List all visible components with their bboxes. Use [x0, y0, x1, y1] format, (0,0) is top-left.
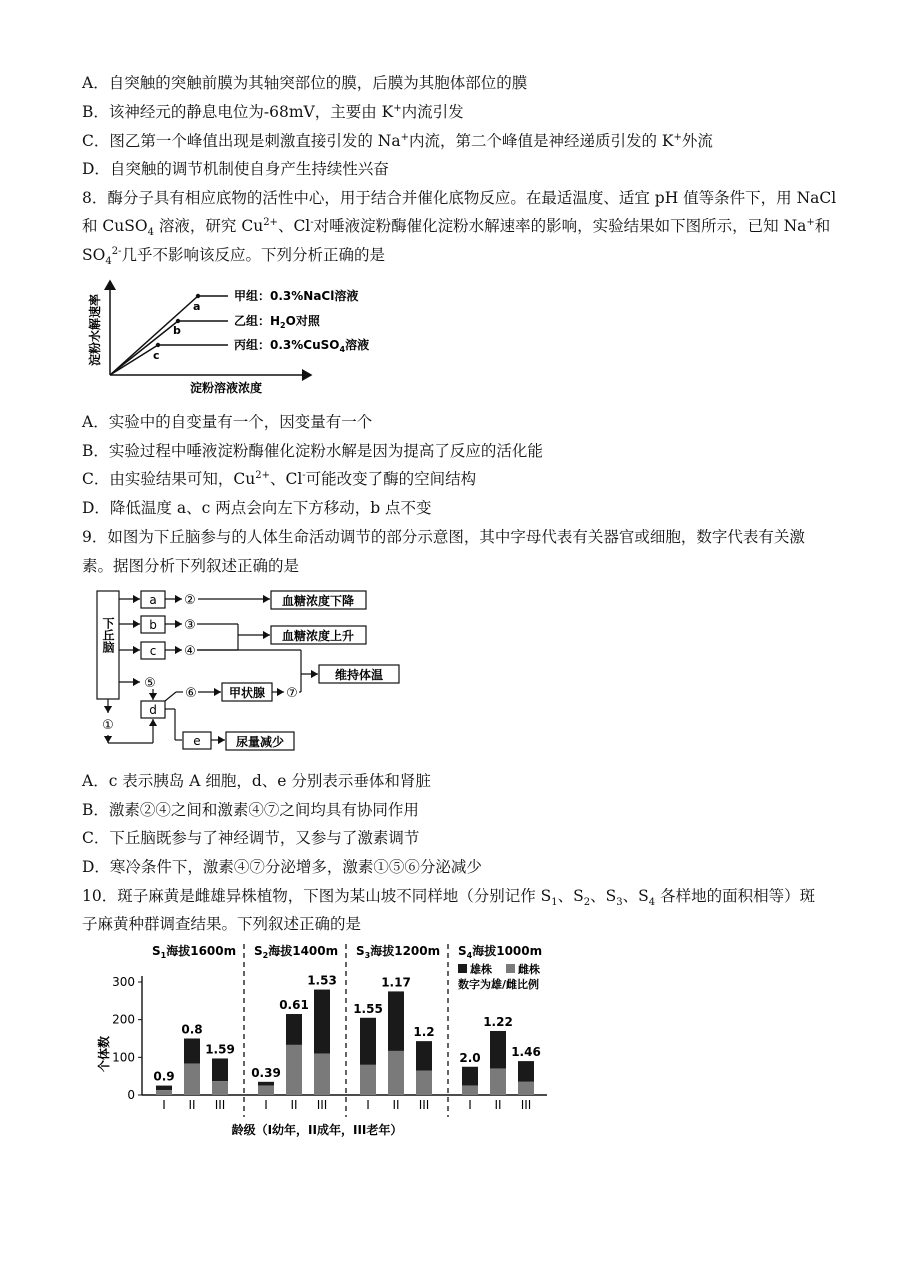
chart-ratio-label: 0.8 [181, 1022, 203, 1037]
q9-option-d: D．寒冷条件下，激素④⑦分泌增多，激素①⑤⑥分泌减少 [82, 858, 482, 876]
chart-bar-female [212, 1081, 228, 1095]
chart-x-tick-label: II [494, 1098, 502, 1112]
chart-x-tick-label: III [520, 1098, 532, 1112]
chart-bar-male [314, 990, 330, 1054]
q8-point-a [196, 294, 200, 298]
q8-label-a: a [193, 300, 201, 313]
chart-x-tick-label: III [214, 1098, 226, 1112]
chart-bar-male [286, 1014, 302, 1045]
chart-bar-female [388, 1051, 404, 1095]
q10-stem-s3: 3 [616, 897, 623, 909]
q8-legend-jia: 甲组：0.3%NaCl溶液 [234, 289, 359, 303]
body-temp-label: 维持体温 [334, 668, 384, 682]
q8-point-c [156, 343, 160, 347]
urine-label: 尿量减少 [235, 735, 285, 749]
hormone-1: ① [102, 718, 114, 733]
q9-option-a: A．c 表示胰岛 A 细胞，d、e 分别表示垂体和肾脏 [82, 772, 431, 790]
q8-stem-3sub: 4 [105, 256, 112, 268]
q8-stem-2e: 和 [814, 217, 831, 235]
chart-legend-female: 雌株 [518, 963, 540, 976]
q8-option-d: D．降低温度 a、c 两点会向左下方移动，b 点不变 [82, 499, 432, 517]
hypothalamus-label: 下丘脑 [101, 617, 115, 653]
chart-panel-title-post: 海拔1400m [268, 944, 339, 958]
chart-ratio-label: 1.2 [413, 1025, 435, 1040]
q10-stem-1b: 、S [557, 887, 584, 905]
chart-panel-title-sub: 2 [262, 951, 269, 960]
chart-bar-female [360, 1065, 376, 1095]
chart-panel-title-pre: S [356, 944, 365, 958]
chart-y-label: 个体数 [97, 1035, 111, 1073]
q8-option-c-pre: C．由实验结果可知，Cu [82, 470, 256, 488]
q7-option-c [82, 130, 713, 152]
chart-bar-female [258, 1086, 274, 1095]
q8-option-c-post: 可能改变了酶的空间结构 [305, 470, 477, 488]
q8-legend-bing-b: 溶液 [345, 338, 370, 352]
chart-bar-male [258, 1082, 274, 1086]
chart-bar-male [184, 1039, 200, 1064]
chart-ratio-label: 1.55 [353, 1001, 383, 1016]
box-e-label: e [193, 734, 201, 748]
chart-x-tick-label: II [290, 1098, 298, 1112]
q7-option-d: D．自突触的调节机制使自身产生持续性兴奋 [82, 160, 389, 178]
chart-bar-male [360, 1018, 376, 1065]
q8-enzyme-figure [86, 275, 386, 404]
q8-legend-bing-a: 丙组：0.3%CuSO [234, 338, 340, 352]
q10-stem-line2: 子麻黄种群调查结果。下列叙述正确的是 [82, 915, 362, 933]
chart-ratio-label: 0.39 [251, 1065, 281, 1080]
chart-bar-female [462, 1086, 478, 1095]
chart-legend-swatch-female [506, 964, 515, 973]
q8-legend-yi-sub: 2 [280, 321, 286, 330]
chart-panel-title [458, 943, 542, 960]
box-c-label: c [149, 644, 157, 658]
q8-label-b: b [173, 324, 181, 337]
q8-stem-2sup3: + [806, 216, 815, 228]
chart-x-tick-label: I [162, 1098, 166, 1112]
chart-y-tick-label: 100 [112, 1050, 135, 1065]
q8-option-c-sup1: 2+ [255, 469, 270, 481]
q10-stem-1d: 、S [622, 887, 649, 905]
chart-ratio-label: 0.61 [279, 998, 309, 1013]
q8-curve-yi [110, 321, 228, 375]
chart-legend-note: 数字为雄/雌比例 [458, 978, 540, 991]
q10-stem-s1: 1 [551, 897, 558, 909]
chart-panel-title-post: 海拔1200m [370, 944, 441, 958]
chart-y-tick-label: 200 [112, 1012, 135, 1027]
box-d-label: d [149, 703, 157, 717]
q10-stem-line1 [82, 885, 815, 907]
q8-legend-yi [234, 313, 321, 330]
chart-bar-male [388, 991, 404, 1051]
chart-bar-female [416, 1071, 432, 1095]
hormone-2: ② [184, 593, 196, 608]
q8-stem-2a: 和 CuSO [82, 217, 148, 235]
q10-population-chart [92, 942, 552, 1146]
q10-stem-1e: 各样地的面积相等）斑 [655, 887, 816, 905]
chart-y-tick-label: 0 [127, 1088, 135, 1102]
q7-option-b-post: 内流引发 [401, 103, 464, 121]
box-b-label: b [149, 618, 157, 632]
q7-option-c-sup2: + [673, 131, 682, 143]
thyroid-label: 甲状腺 [228, 686, 266, 700]
q8-legend-bing [234, 337, 369, 354]
hormone-5: ⑤ [144, 676, 156, 691]
chart-ratio-label: 2.0 [459, 1050, 481, 1065]
q10-stem-s2: 2 [583, 897, 591, 909]
chart-ratio-label: 1.22 [483, 1014, 513, 1029]
chart-panel-title-pre: S [254, 944, 263, 958]
q10-stem-1c: 、S [590, 887, 617, 905]
chart-bar-male [212, 1058, 228, 1081]
q10-stem-s4: 4 [648, 897, 656, 909]
q8-stem-2sup2: - [310, 216, 314, 228]
chart-panel-title-post: 海拔1000m [472, 944, 543, 958]
chart-x-tick-label: II [392, 1098, 400, 1112]
glucose-down-label: 血糖浓度下降 [281, 594, 355, 608]
chart-ratio-label: 1.17 [381, 975, 411, 990]
q7-option-b [82, 101, 464, 123]
q10-stem-1a: 10．斑子麻黄是雌雄异株植物，下图为某山坡不同样地（分别记作 S [82, 887, 552, 905]
hormone-6: ⑥ [185, 686, 197, 701]
q8-option-a: A．实验中的自变量有一个，因变量有一个 [82, 413, 373, 431]
chart-y-tick-label: 300 [112, 975, 135, 989]
q8-stem-2c: 、Cl [277, 217, 311, 235]
chart-bar-male [490, 1031, 506, 1069]
chart-legend-male: 雄株 [470, 963, 492, 976]
q7-option-a: A．自突触的突触前膜为其轴突部位的膜，后膜为其胞体部位的膜 [82, 74, 528, 92]
chart-panel-title [254, 943, 338, 960]
chart-bar-female [490, 1069, 506, 1095]
q8-stem-2b: 溶液，研究 Cu [153, 217, 264, 235]
chart-x-tick-label: III [316, 1098, 328, 1112]
q8-label-c: c [153, 349, 160, 362]
chart-x-tick-label: III [418, 1098, 430, 1112]
q8-stem-2sup1: 2+ [263, 216, 278, 228]
q9-stem-line1: 9．如图为下丘脑参与的人体生命活动调节的部分示意图，其中字母代表有关器官或细胞，数字代表有关激 [82, 528, 805, 546]
chart-x-tick-label: II [188, 1098, 196, 1112]
chart-bar-female [518, 1082, 534, 1095]
q8-x-axis-label: 淀粉溶液浓度 [189, 381, 263, 395]
q8-stem-3a: SO [82, 246, 106, 264]
chart-legend-swatch-male [458, 964, 467, 973]
chart-bar-female [156, 1090, 172, 1095]
chart-bar-male [518, 1061, 534, 1082]
chart-panel-title-sub: 1 [160, 951, 167, 960]
box-a-label: a [149, 593, 157, 607]
chart-bar-female [286, 1045, 302, 1095]
q8-stem-line2 [82, 215, 830, 237]
q8-stem-3b: 几乎不影响该反应。下列分析正确的是 [121, 246, 385, 264]
q7-option-b-sup: + [393, 102, 402, 114]
chart-panel-title [356, 943, 440, 960]
chart-bar-female [314, 1054, 330, 1095]
q8-point-b [176, 319, 180, 323]
chart-ratio-label: 1.46 [511, 1045, 541, 1060]
chart-ratio-label: 1.53 [307, 973, 337, 988]
q8-stem-line1: 8．酶分子具有相应底物的活性中心，用于结合并催化底物反应。在最适温度、适宜 pH 值等条件下，用 NaCl [82, 189, 837, 207]
q8-legend-yi-a: 乙组：H [234, 314, 281, 328]
q8-legend-bing-sub: 4 [339, 345, 346, 354]
q9-stem-line2: 素。据图分析下列叙述正确的是 [82, 557, 300, 575]
q8-option-c [82, 468, 476, 490]
q8-stem-line3 [82, 244, 385, 266]
q8-option-c-sup2: - [302, 469, 306, 481]
chart-ratio-label: 0.9 [153, 1069, 175, 1084]
q7-option-c-sup1: + [400, 131, 409, 143]
chart-x-tick-label: I [468, 1098, 472, 1112]
chart-x-tick-label: I [264, 1098, 268, 1112]
chart-panel-title-pre: S [152, 944, 161, 958]
q7-option-c-post: 外流 [681, 132, 713, 150]
q8-stem-2sub: 4 [147, 227, 154, 239]
q8-stem-3sup: 2- [111, 245, 122, 257]
q8-legend-yi-b: O对照 [285, 314, 320, 328]
q8-option-b: B．实验过程中唾液淀粉酶催化淀粉水解是因为提高了反应的活化能 [82, 442, 543, 460]
q9-option-b: B．激素②④之间和激素④⑦之间均具有协同作用 [82, 801, 419, 819]
chart-x-label: 龄级（I幼年，II成年，III老年） [231, 1123, 403, 1137]
q8-y-axis-label: 淀粉水解速率 [88, 293, 102, 367]
chart-bar-female [184, 1064, 200, 1095]
chart-bar-male [462, 1067, 478, 1086]
hormone-3: ③ [184, 618, 196, 633]
q9-hypothalamus-diagram [86, 585, 406, 764]
q8-option-c-mid: 、Cl [269, 470, 303, 488]
chart-x-tick-label: I [366, 1098, 370, 1112]
chart-panel-title-sub: 3 [364, 951, 371, 960]
chart-panel-title [152, 943, 236, 960]
hormone-4: ④ [184, 644, 196, 659]
q7-option-c-mid: 内流，第二个峰值是神经递质引发的 K [408, 132, 674, 150]
chart-panel-title-sub: 4 [466, 951, 473, 960]
q7-option-b-pre: B．该神经元的静息电位为-68mV，主要由 K [82, 103, 394, 121]
chart-bar-male [156, 1086, 172, 1091]
chart-panel-title-pre: S [458, 944, 467, 958]
glucose-up-label: 血糖浓度上升 [281, 629, 355, 643]
chart-bar-male [416, 1041, 432, 1070]
chart-panel-title-post: 海拔1600m [166, 944, 237, 958]
q9-option-c: C．下丘脑既参与了神经调节，又参与了激素调节 [82, 829, 420, 847]
chart-ratio-label: 1.59 [205, 1042, 235, 1057]
q8-stem-2d: 对唾液淀粉酶催化淀粉水解速率的影响，实验结果如下图所示，已知 Na [313, 217, 807, 235]
hormone-7: ⑦ [286, 686, 298, 701]
q7-option-c-pre: C．图乙第一个峰值出现是刺激直接引发的 Na [82, 132, 401, 150]
